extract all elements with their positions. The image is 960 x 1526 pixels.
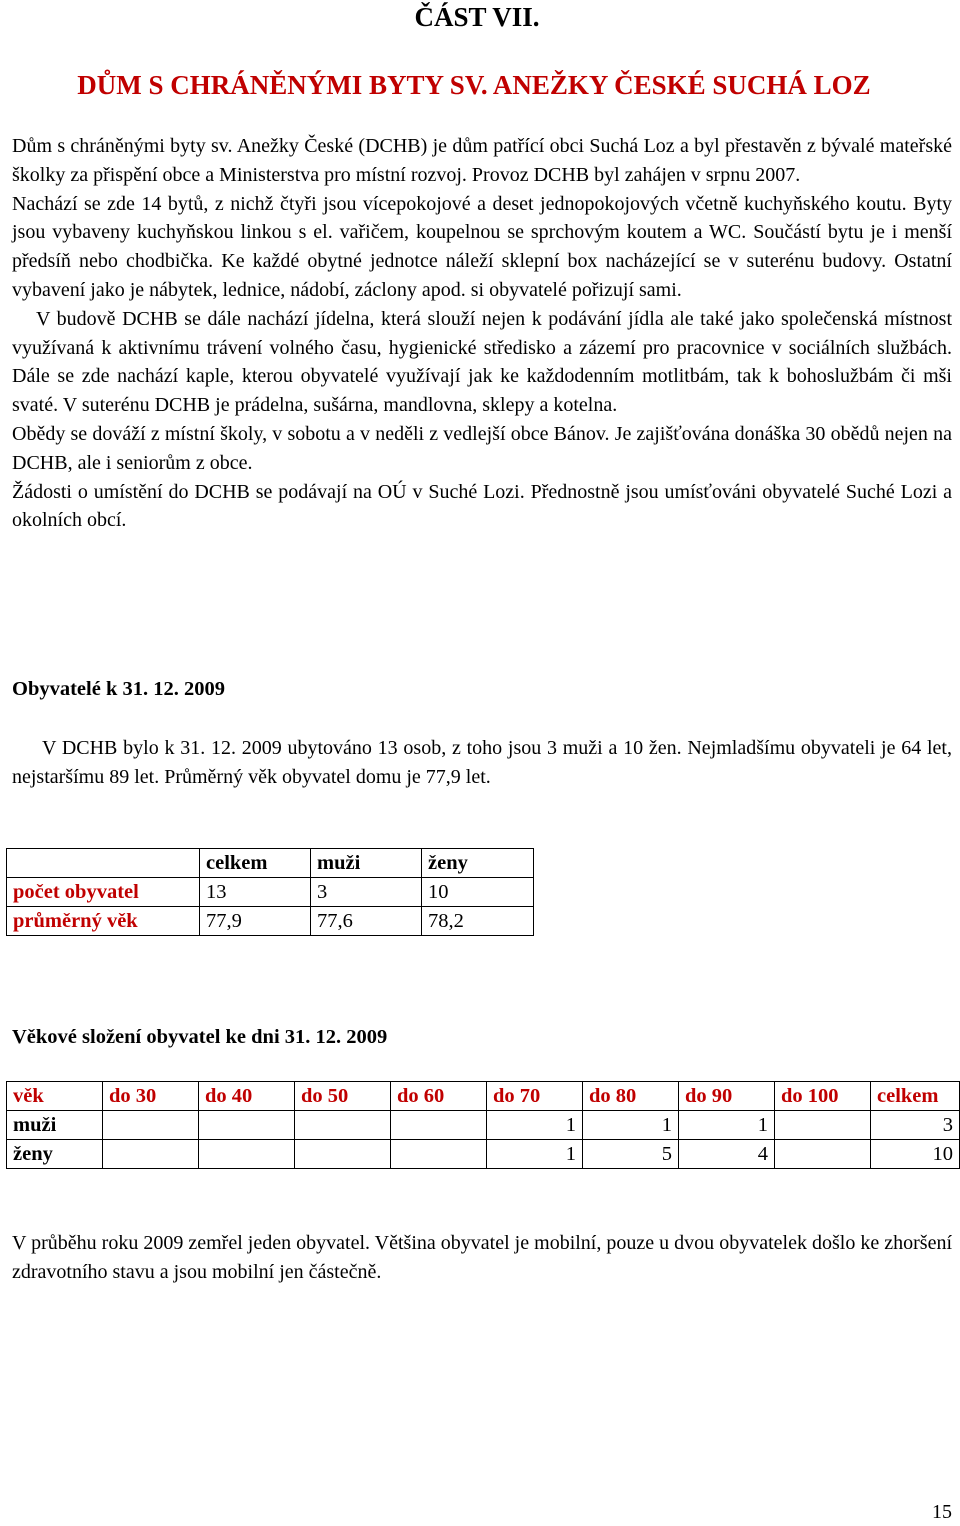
closing-paragraph: V průběhu roku 2009 zemřel jeden obyvatel. Většina obyvatel je mobilní, pouze u dvou obyvatelek došlo ke zhoršení zdravotního stavu a jsou mobilní jen částečně. <box>12 1232 952 1283</box>
table-header-cell: do 40 <box>199 1082 295 1111</box>
table-cell: 1 <box>583 1111 679 1140</box>
residents-heading: Obyvatelé k 31. 12. 2009 <box>12 678 225 700</box>
intro-section <box>12 132 952 535</box>
table-header-cell: do 100 <box>775 1082 871 1111</box>
table-header-cell: celkem <box>871 1082 960 1111</box>
table-header-cell: celkem <box>200 849 311 878</box>
intro-paragraph-3: V budově DCHB se dále nachází jídelna, která slouží nejen k podávání jídla ale také jako společenská místnost využívaná k aktivnímu trávení volného času, hygienické středisko a zázemí pro pracovnice v sociálních službách. Dále se zde nachází kaple, kterou obyvatelé využívají jak ke každodenním motlitbám, tak k bohoslužbám či mši svaté. V suterénu DCHB je prádelna, sušárna, mandlovna, sklepy a kotelna. <box>12 307 952 417</box>
table-row <box>7 1111 960 1140</box>
table-cell <box>103 1111 199 1140</box>
intro-paragraph-1: Dům s chráněnými byty sv. Anežky České (DCHB) je dům patřící obci Suchá Loz a byl přestavěn z bývalé mateřské školky za přispění obce a Ministerstva pro místní rozvoj. Provoz DCHB byl zahájen v srpnu 2007. <box>12 135 952 186</box>
table-cell: 5 <box>583 1140 679 1169</box>
table-cell: 1 <box>487 1111 583 1140</box>
table-cell: 1 <box>679 1111 775 1140</box>
table-cell <box>775 1111 871 1140</box>
table-cell: 13 <box>200 878 311 907</box>
table-cell: 10 <box>422 878 534 907</box>
table-header-cell: ženy <box>422 849 534 878</box>
table-cell <box>103 1140 199 1169</box>
row-label: ženy <box>7 1140 103 1169</box>
table-header-cell: do 80 <box>583 1082 679 1111</box>
intro-paragraph-5: Žádosti o umístění do DCHB se podávají na OÚ v Suché Lozi. Přednostně jsou umísťováni obyvatelé Suché Lozi a okolních obcí. <box>12 480 952 532</box>
table-cell: 3 <box>871 1111 960 1140</box>
table-cell <box>391 1140 487 1169</box>
table-header-row <box>7 849 534 878</box>
age-table <box>6 1081 960 1169</box>
table-cell: 10 <box>871 1140 960 1169</box>
table-cell: 3 <box>311 878 422 907</box>
residents-paragraph: V DCHB bylo k 31. 12. 2009 ubytováno 13 osob, z toho jsou 3 muži a 10 žen. Nejmladšímu obyvateli je 64 let, nejstaršímu 89 let. Průměrný věk obyvatel domu je 77,9 let. <box>12 737 952 788</box>
table-cell: 4 <box>679 1140 775 1169</box>
row-label: počet obyvatel <box>7 878 200 907</box>
table-cell <box>7 849 200 878</box>
table-cell <box>295 1140 391 1169</box>
table-header-cell: do 30 <box>103 1082 199 1111</box>
table-cell <box>391 1111 487 1140</box>
table-cell: 78,2 <box>422 907 534 936</box>
table-header-cell: do 70 <box>487 1082 583 1111</box>
row-label: průměrný věk <box>7 907 200 936</box>
closing-section <box>12 1229 952 1287</box>
intro-paragraph-4: Obědy se dováží z místní školy, v sobotu a v neděli z vedlejší obce Bánov. Je zajišťována donáška 30 obědů nejen na DCHB, ale i seniorům z obce. <box>12 422 952 474</box>
table-header-cell: věk <box>7 1082 103 1111</box>
table-row <box>7 907 534 936</box>
table-cell: 77,6 <box>311 907 422 936</box>
table-cell: 77,9 <box>200 907 311 936</box>
table-header-cell: do 50 <box>295 1082 391 1111</box>
table-cell <box>295 1111 391 1140</box>
table-header-cell: muži <box>311 849 422 878</box>
document-title: DŮM S CHRÁNĚNÝMI BYTY SV. ANEŽKY ČESKÉ SUCHÁ LOZ <box>77 70 871 100</box>
table-row <box>7 878 534 907</box>
page-number: 15 <box>932 1501 952 1523</box>
residents-table <box>6 848 534 936</box>
table-header-row <box>7 1082 960 1111</box>
table-cell <box>199 1140 295 1169</box>
table-header-cell: do 60 <box>391 1082 487 1111</box>
table-cell <box>775 1140 871 1169</box>
residents-text <box>12 734 952 792</box>
row-label: muži <box>7 1111 103 1140</box>
table-cell <box>199 1111 295 1140</box>
part-heading: ČÁST VII. <box>414 2 540 32</box>
age-heading: Věkové složení obyvatel ke dni 31. 12. 2009 <box>12 1026 388 1048</box>
table-cell: 1 <box>487 1140 583 1169</box>
table-header-cell: do 90 <box>679 1082 775 1111</box>
intro-paragraph-2: Nachází se zde 14 bytů, z nichž čtyři jsou vícepokojové a deset jednopokojových včetně kuchyňského koutu. Byty jsou vybaveny kuchyňskou linkou s el. vařičem, koupelnou se sprchovým koutem a WC. Součástí bytu je i menší předsíň nebo chodbička. Ke každé obytné jednotce náleží sklepní box nacházející se v suterénu budovy. Ostatní vybavení jako je nábytek, lednice, nádobí, záclony apod. si obyvatelé pořizují sami. <box>12 192 952 301</box>
table-row <box>7 1140 960 1169</box>
